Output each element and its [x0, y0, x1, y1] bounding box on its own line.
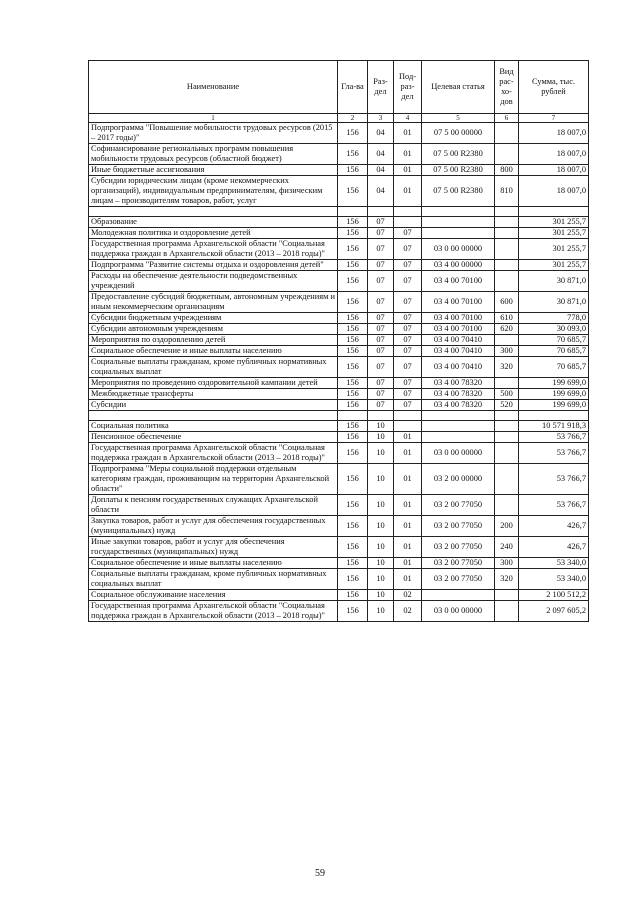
cell-summa: 18 007,0: [519, 165, 589, 176]
cell-summa: 301 255,7: [519, 228, 589, 239]
header-podrazdel: Под-раз-дел: [394, 61, 422, 114]
cell-podrazdel: 01: [394, 516, 422, 537]
cell-statya: 03 4 00 70100: [422, 313, 495, 324]
cell-vid: [495, 443, 519, 464]
cell-podrazdel: 01: [394, 464, 422, 495]
cell-vid: 500: [495, 389, 519, 400]
cell-summa: 18 007,0: [519, 144, 589, 165]
cell-vid: [495, 260, 519, 271]
cell-name: Субсидии юридическим лицам (кроме некоммерческих организаций), индивидуальным предпринимателям, физическим лицам – производителям товаров, работ, услуг: [89, 176, 338, 207]
cell-statya: [422, 217, 495, 228]
cell-summa: 18 007,0: [519, 123, 589, 144]
cell-vid: 300: [495, 558, 519, 569]
cell-glava: 156: [338, 400, 368, 411]
cell-glava: 156: [338, 464, 368, 495]
cell-summa: 53 340,0: [519, 558, 589, 569]
cell-vid: [495, 464, 519, 495]
cell-vid: 200: [495, 516, 519, 537]
cell-statya: [422, 421, 495, 432]
cell-razdel: 07: [368, 346, 394, 357]
empty-cell: [338, 411, 368, 421]
cell-name: Субсидии бюджетным учреждениям: [89, 313, 338, 324]
cell-statya: 03 4 00 78320: [422, 389, 495, 400]
cell-podrazdel: 01: [394, 537, 422, 558]
table-row: [89, 335, 589, 346]
cell-razdel: 04: [368, 144, 394, 165]
cell-statya: 03 0 00 00000: [422, 443, 495, 464]
cell-name: Образование: [89, 217, 338, 228]
cell-razdel: 07: [368, 389, 394, 400]
empty-cell: [394, 411, 422, 421]
cell-name: Субсидии автономным учреждениям: [89, 324, 338, 335]
cell-podrazdel: 07: [394, 271, 422, 292]
cell-summa: 199 699,0: [519, 378, 589, 389]
cell-statya: 03 4 00 70410: [422, 357, 495, 378]
cell-glava: 156: [338, 217, 368, 228]
cell-razdel: 07: [368, 335, 394, 346]
cell-statya: 03 4 00 78320: [422, 378, 495, 389]
cell-summa: 53 766,7: [519, 443, 589, 464]
cell-glava: 156: [338, 378, 368, 389]
table-row: [89, 313, 589, 324]
header-statya: Целевая статья: [422, 61, 495, 114]
cell-statya: 03 0 00 00000: [422, 601, 495, 622]
cell-razdel: 10: [368, 432, 394, 443]
cell-razdel: 07: [368, 313, 394, 324]
cell-name: Доплаты к пенсиям государственных служащих Архангельской области: [89, 495, 338, 516]
cell-glava: 156: [338, 260, 368, 271]
cell-name: Закупка товаров, работ и услуг для обеспечения государственных (муниципальных) нужд: [89, 516, 338, 537]
cell-vid: [495, 601, 519, 622]
cell-name: Пенсионное обеспечение: [89, 432, 338, 443]
header-razdel: Раз-дел: [368, 61, 394, 114]
cell-summa: 2 097 605,2: [519, 601, 589, 622]
table-row: [89, 378, 589, 389]
empty-cell: [519, 207, 589, 217]
cell-summa: 199 699,0: [519, 389, 589, 400]
cell-podrazdel: [394, 421, 422, 432]
header-summa: Сумма, тыс. рублей: [519, 61, 589, 114]
cell-podrazdel: [394, 217, 422, 228]
cell-glava: 156: [338, 421, 368, 432]
cell-statya: 03 2 00 00000: [422, 464, 495, 495]
page-number: 59: [315, 868, 325, 879]
cell-statya: 03 2 00 77050: [422, 537, 495, 558]
cell-vid: 320: [495, 569, 519, 590]
cell-glava: 156: [338, 176, 368, 207]
cell-summa: 10 571 918,3: [519, 421, 589, 432]
cell-summa: 70 685,7: [519, 346, 589, 357]
cell-vid: [495, 217, 519, 228]
cell-podrazdel: 01: [394, 123, 422, 144]
cell-podrazdel: 07: [394, 260, 422, 271]
empty-cell: [338, 207, 368, 217]
cell-razdel: 10: [368, 601, 394, 622]
cell-glava: 156: [338, 590, 368, 601]
cell-podrazdel: 01: [394, 443, 422, 464]
cell-podrazdel: 01: [394, 558, 422, 569]
cell-podrazdel: 07: [394, 335, 422, 346]
cell-name: Социальные выплаты гражданам, кроме публичных нормативных социальных выплат: [89, 357, 338, 378]
cell-statya: 07 5 00 R2380: [422, 165, 495, 176]
table-row: [89, 228, 589, 239]
cell-glava: 156: [338, 292, 368, 313]
cell-vid: [495, 239, 519, 260]
cell-glava: 156: [338, 357, 368, 378]
cell-podrazdel: 07: [394, 400, 422, 411]
cell-summa: 426,7: [519, 516, 589, 537]
cell-name: Социальное обеспечение и иные выплаты населению: [89, 558, 338, 569]
cell-glava: 156: [338, 601, 368, 622]
cell-glava: 156: [338, 516, 368, 537]
table-row: [89, 260, 589, 271]
column-number: 6: [495, 114, 519, 123]
cell-podrazdel: 07: [394, 324, 422, 335]
table-row: [89, 144, 589, 165]
cell-summa: 30 871,0: [519, 271, 589, 292]
cell-vid: [495, 495, 519, 516]
cell-razdel: 10: [368, 443, 394, 464]
cell-name: Расходы на обеспечение деятельности подведомственных учреждений: [89, 271, 338, 292]
table-row: [89, 292, 589, 313]
cell-name: Мероприятия по проведению оздоровительной кампании детей: [89, 378, 338, 389]
cell-name: Подпрограмма "Развитие системы отдыха и оздоровления детей": [89, 260, 338, 271]
empty-cell: [394, 207, 422, 217]
cell-name: Предоставление субсидий бюджетным, автономным учреждениям и иным некоммерческим организациям: [89, 292, 338, 313]
cell-razdel: 07: [368, 357, 394, 378]
cell-glava: 156: [338, 558, 368, 569]
empty-cell: [519, 411, 589, 421]
cell-razdel: 07: [368, 271, 394, 292]
cell-summa: 199 699,0: [519, 400, 589, 411]
cell-vid: [495, 123, 519, 144]
cell-razdel: 07: [368, 292, 394, 313]
cell-vid: 620: [495, 324, 519, 335]
table-row: [89, 464, 589, 495]
cell-statya: 03 4 00 70410: [422, 346, 495, 357]
table-row: [89, 389, 589, 400]
cell-vid: [495, 271, 519, 292]
table-row: [89, 495, 589, 516]
cell-glava: 156: [338, 495, 368, 516]
cell-summa: 18 007,0: [519, 176, 589, 207]
cell-statya: 07 5 00 00000: [422, 123, 495, 144]
cell-statya: [422, 590, 495, 601]
cell-glava: 156: [338, 432, 368, 443]
column-number: 5: [422, 114, 495, 123]
cell-vid: 610: [495, 313, 519, 324]
table-row: [89, 324, 589, 335]
cell-razdel: 04: [368, 123, 394, 144]
cell-razdel: 07: [368, 400, 394, 411]
column-number: 7: [519, 114, 589, 123]
cell-statya: 03 2 00 77050: [422, 495, 495, 516]
cell-vid: 810: [495, 176, 519, 207]
cell-name: Государственная программа Архангельской области "Социальная поддержка граждан в Архангельской области (2013 – 2018 годы)": [89, 239, 338, 260]
cell-razdel: 10: [368, 590, 394, 601]
cell-statya: 03 4 00 70410: [422, 335, 495, 346]
cell-podrazdel: 02: [394, 590, 422, 601]
table-row: [89, 590, 589, 601]
empty-cell: [89, 207, 338, 217]
cell-podrazdel: 01: [394, 176, 422, 207]
table-row: [89, 357, 589, 378]
spacer-row: [89, 207, 589, 217]
cell-summa: 70 685,7: [519, 357, 589, 378]
cell-podrazdel: 01: [394, 569, 422, 590]
cell-vid: [495, 228, 519, 239]
table-row: [89, 558, 589, 569]
column-number-row: [89, 114, 589, 123]
empty-cell: [495, 411, 519, 421]
cell-name: Социальные выплаты гражданам, кроме публичных нормативных социальных выплат: [89, 569, 338, 590]
cell-summa: 53 766,7: [519, 495, 589, 516]
table-row: [89, 271, 589, 292]
header-name: Наименование: [89, 61, 338, 114]
cell-podrazdel: 01: [394, 165, 422, 176]
cell-statya: 03 0 00 00000: [422, 239, 495, 260]
cell-glava: 156: [338, 228, 368, 239]
table-row: [89, 601, 589, 622]
cell-razdel: 10: [368, 421, 394, 432]
cell-podrazdel: 01: [394, 495, 422, 516]
cell-name: Подпрограмма "Меры социальной поддержки отдельным категориям граждан, проживающим на территории Архангельской области": [89, 464, 338, 495]
cell-razdel: 04: [368, 176, 394, 207]
cell-podrazdel: 07: [394, 378, 422, 389]
empty-cell: [422, 207, 495, 217]
cell-razdel: 10: [368, 537, 394, 558]
cell-glava: 156: [338, 569, 368, 590]
cell-razdel: 07: [368, 239, 394, 260]
spacer-row: [89, 411, 589, 421]
cell-razdel: 10: [368, 464, 394, 495]
cell-glava: 156: [338, 271, 368, 292]
cell-glava: 156: [338, 335, 368, 346]
cell-summa: 53 340,0: [519, 569, 589, 590]
column-number: 2: [338, 114, 368, 123]
cell-podrazdel: 07: [394, 239, 422, 260]
cell-statya: 03 2 00 77050: [422, 558, 495, 569]
cell-summa: 53 766,7: [519, 464, 589, 495]
table-row: [89, 346, 589, 357]
cell-vid: [495, 378, 519, 389]
cell-summa: 70 685,7: [519, 335, 589, 346]
cell-summa: 301 255,7: [519, 239, 589, 260]
cell-razdel: 10: [368, 495, 394, 516]
table-row: [89, 443, 589, 464]
cell-vid: 800: [495, 165, 519, 176]
cell-statya: 07 5 00 R2380: [422, 176, 495, 207]
budget-table: [88, 60, 589, 622]
cell-vid: 300: [495, 346, 519, 357]
cell-summa: 2 100 512,2: [519, 590, 589, 601]
column-number: 3: [368, 114, 394, 123]
budget-table-sheet: [88, 60, 588, 622]
cell-glava: 156: [338, 443, 368, 464]
empty-cell: [368, 207, 394, 217]
table-row: [89, 516, 589, 537]
table-row: [89, 400, 589, 411]
cell-podrazdel: 07: [394, 313, 422, 324]
cell-summa: 778,0: [519, 313, 589, 324]
cell-summa: 426,7: [519, 537, 589, 558]
cell-statya: 03 4 00 00000: [422, 260, 495, 271]
cell-glava: 156: [338, 389, 368, 400]
cell-statya: [422, 432, 495, 443]
cell-razdel: 10: [368, 516, 394, 537]
cell-glava: 156: [338, 239, 368, 260]
header-row: [89, 61, 589, 114]
cell-name: Мероприятия по оздоровлению детей: [89, 335, 338, 346]
empty-cell: [368, 411, 394, 421]
cell-razdel: 04: [368, 165, 394, 176]
cell-razdel: 07: [368, 217, 394, 228]
column-number: 1: [89, 114, 338, 123]
cell-podrazdel: 07: [394, 357, 422, 378]
cell-podrazdel: 07: [394, 228, 422, 239]
cell-name: Межбюджетные трансферты: [89, 389, 338, 400]
table-row: [89, 239, 589, 260]
empty-cell: [495, 207, 519, 217]
cell-glava: 156: [338, 144, 368, 165]
cell-podrazdel: 07: [394, 389, 422, 400]
table-row: [89, 123, 589, 144]
table-row: [89, 217, 589, 228]
cell-glava: 156: [338, 313, 368, 324]
cell-vid: [495, 590, 519, 601]
cell-razdel: 07: [368, 378, 394, 389]
cell-statya: 07 5 00 R2380: [422, 144, 495, 165]
cell-name: Иные закупки товаров, работ и услуг для обеспечения государственных (муниципальных) нужд: [89, 537, 338, 558]
table-row: [89, 165, 589, 176]
cell-summa: 301 255,7: [519, 217, 589, 228]
cell-vid: [495, 144, 519, 165]
cell-glava: 156: [338, 165, 368, 176]
cell-glava: 156: [338, 324, 368, 335]
empty-cell: [422, 411, 495, 421]
cell-statya: 03 4 00 70100: [422, 271, 495, 292]
header-glava: Гла-ва: [338, 61, 368, 114]
cell-name: Социальное обслуживание населения: [89, 590, 338, 601]
cell-statya: 03 2 00 77050: [422, 569, 495, 590]
cell-statya: 03 4 00 70100: [422, 292, 495, 313]
cell-podrazdel: 01: [394, 432, 422, 443]
cell-podrazdel: 02: [394, 601, 422, 622]
cell-name: Социальное обеспечение и иные выплаты населению: [89, 346, 338, 357]
cell-vid: [495, 421, 519, 432]
cell-name: Иные бюджетные ассигнования: [89, 165, 338, 176]
cell-vid: 520: [495, 400, 519, 411]
cell-name: Молодежная политика и оздоровление детей: [89, 228, 338, 239]
cell-statya: 03 4 00 78320: [422, 400, 495, 411]
table-row: [89, 537, 589, 558]
cell-vid: 320: [495, 357, 519, 378]
cell-razdel: 07: [368, 260, 394, 271]
cell-glava: 156: [338, 346, 368, 357]
cell-razdel: 10: [368, 569, 394, 590]
table-row: [89, 569, 589, 590]
cell-razdel: 10: [368, 558, 394, 569]
cell-podrazdel: 01: [394, 144, 422, 165]
cell-name: Государственная программа Архангельской области "Социальная поддержка граждан в Архангельской области (2013 – 2018 годы)": [89, 443, 338, 464]
table-row: [89, 421, 589, 432]
cell-statya: 03 2 00 77050: [422, 516, 495, 537]
table-body: [89, 123, 589, 622]
column-number: 4: [394, 114, 422, 123]
cell-glava: 156: [338, 123, 368, 144]
cell-razdel: 07: [368, 324, 394, 335]
cell-name: Софинансирование региональных программ повышения мобильности трудовых ресурсов (областной бюджет): [89, 144, 338, 165]
cell-statya: 03 4 00 70100: [422, 324, 495, 335]
cell-podrazdel: 07: [394, 346, 422, 357]
cell-vid: 240: [495, 537, 519, 558]
table-row: [89, 432, 589, 443]
empty-cell: [89, 411, 338, 421]
cell-name: Субсидии: [89, 400, 338, 411]
cell-vid: [495, 335, 519, 346]
cell-summa: 30 093,0: [519, 324, 589, 335]
cell-podrazdel: 07: [394, 292, 422, 313]
cell-name: Подпрограмма "Повышение мобильности трудовых ресурсов (2015 – 2017 годы)": [89, 123, 338, 144]
cell-glava: 156: [338, 537, 368, 558]
cell-summa: 53 766,7: [519, 432, 589, 443]
cell-summa: 30 871,0: [519, 292, 589, 313]
table-row: [89, 176, 589, 207]
cell-name: Государственная программа Архангельской области "Социальная поддержка граждан в Архангельской области (2013 – 2018 годы)": [89, 601, 338, 622]
cell-summa: 301 255,7: [519, 260, 589, 271]
cell-razdel: 07: [368, 228, 394, 239]
header-vid: Вид рас-хо-дов: [495, 61, 519, 114]
cell-statya: [422, 228, 495, 239]
cell-vid: [495, 432, 519, 443]
cell-vid: 600: [495, 292, 519, 313]
cell-name: Социальная политика: [89, 421, 338, 432]
